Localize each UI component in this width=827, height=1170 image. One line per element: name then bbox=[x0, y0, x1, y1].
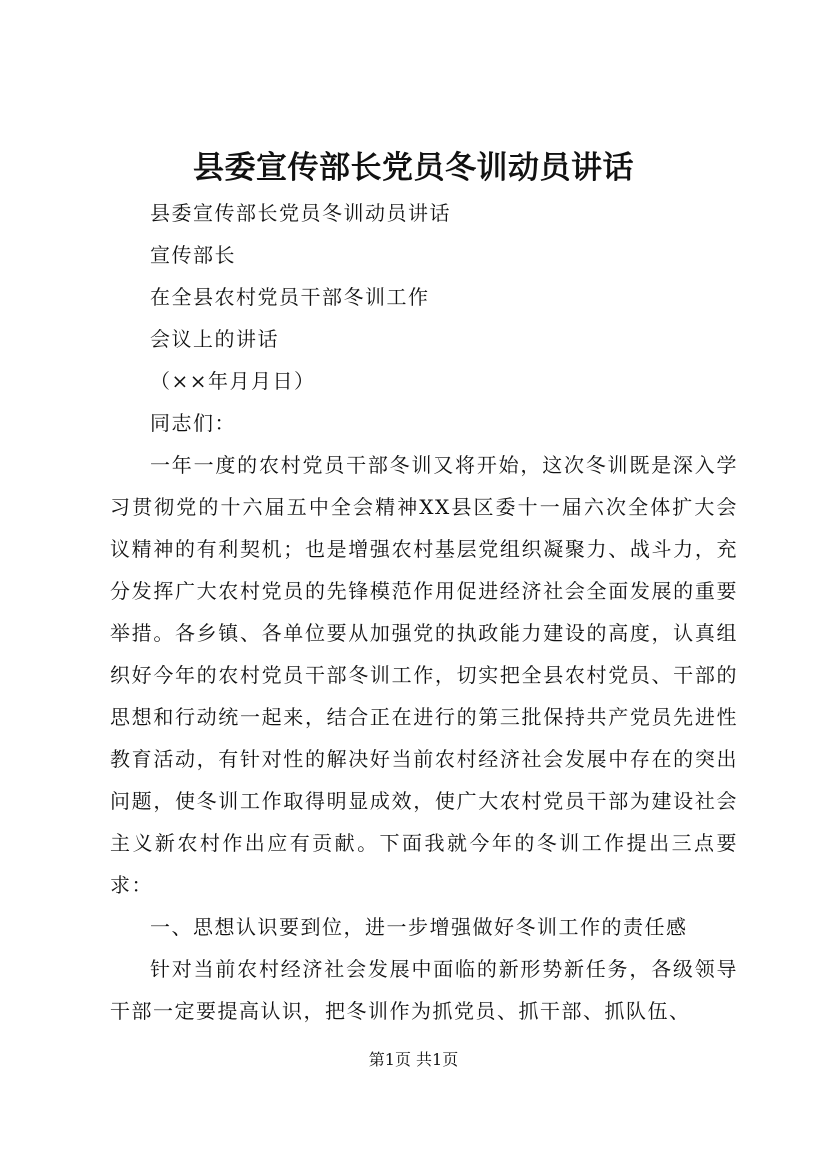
section-heading: 一、思想认识要到位，进一步增强做好冬训工作的责任感 bbox=[150, 915, 688, 939]
speaker-line: 宣传部长 bbox=[150, 243, 236, 267]
document-title: 县委宣传部长党员冬训动员讲话 bbox=[193, 150, 634, 186]
occasion-line: 在全县农村党员干部冬训工作 bbox=[150, 285, 430, 309]
body-paragraph: 一年一度的农村党员干部冬训又将开始，这次冬训既是深入学习贯彻党的十六届五中全会精神XX县区委十一届六次全体扩大会议精神的有利契机；也是增强农村基层党组织凝聚力、战斗力，充分发挥广大农村党员的先锋模范作用促进经济社会全面发展的重要举措。各乡镇、各单位要从加强党的执政能力建设的高度，认真组织好今年的农村党员干部冬训工作，切实把全县农村党员、干部的思想和行动统一起来，结合正在进行的第三批保持共产党员先进性教育活动，有针对性的解决好当前农村经济社会发展中存在的突出问题，使冬训工作取得明显成效，使广大农村党员干部为建设社会主义新农村作出应有贡献。下面我就今年的冬训工作提出三点要求： bbox=[110, 453, 738, 897]
subtitle-line: 县委宣传部长党员冬训动员讲话 bbox=[150, 201, 451, 225]
page-footer: 第1页 共1页 bbox=[368, 1050, 459, 1069]
document-body bbox=[110, 192, 738, 1032]
salutation: 同志们： bbox=[150, 411, 236, 435]
date-line: （××年月月日） bbox=[150, 369, 316, 393]
body-paragraph: 针对当前农村经济社会发展中面临的新形势新任务，各级领导干部一定要提高认识，把冬训作为抓党员、抓干部、抓队伍、 bbox=[110, 957, 738, 1023]
occasion-line-2: 会议上的讲话 bbox=[150, 327, 279, 351]
